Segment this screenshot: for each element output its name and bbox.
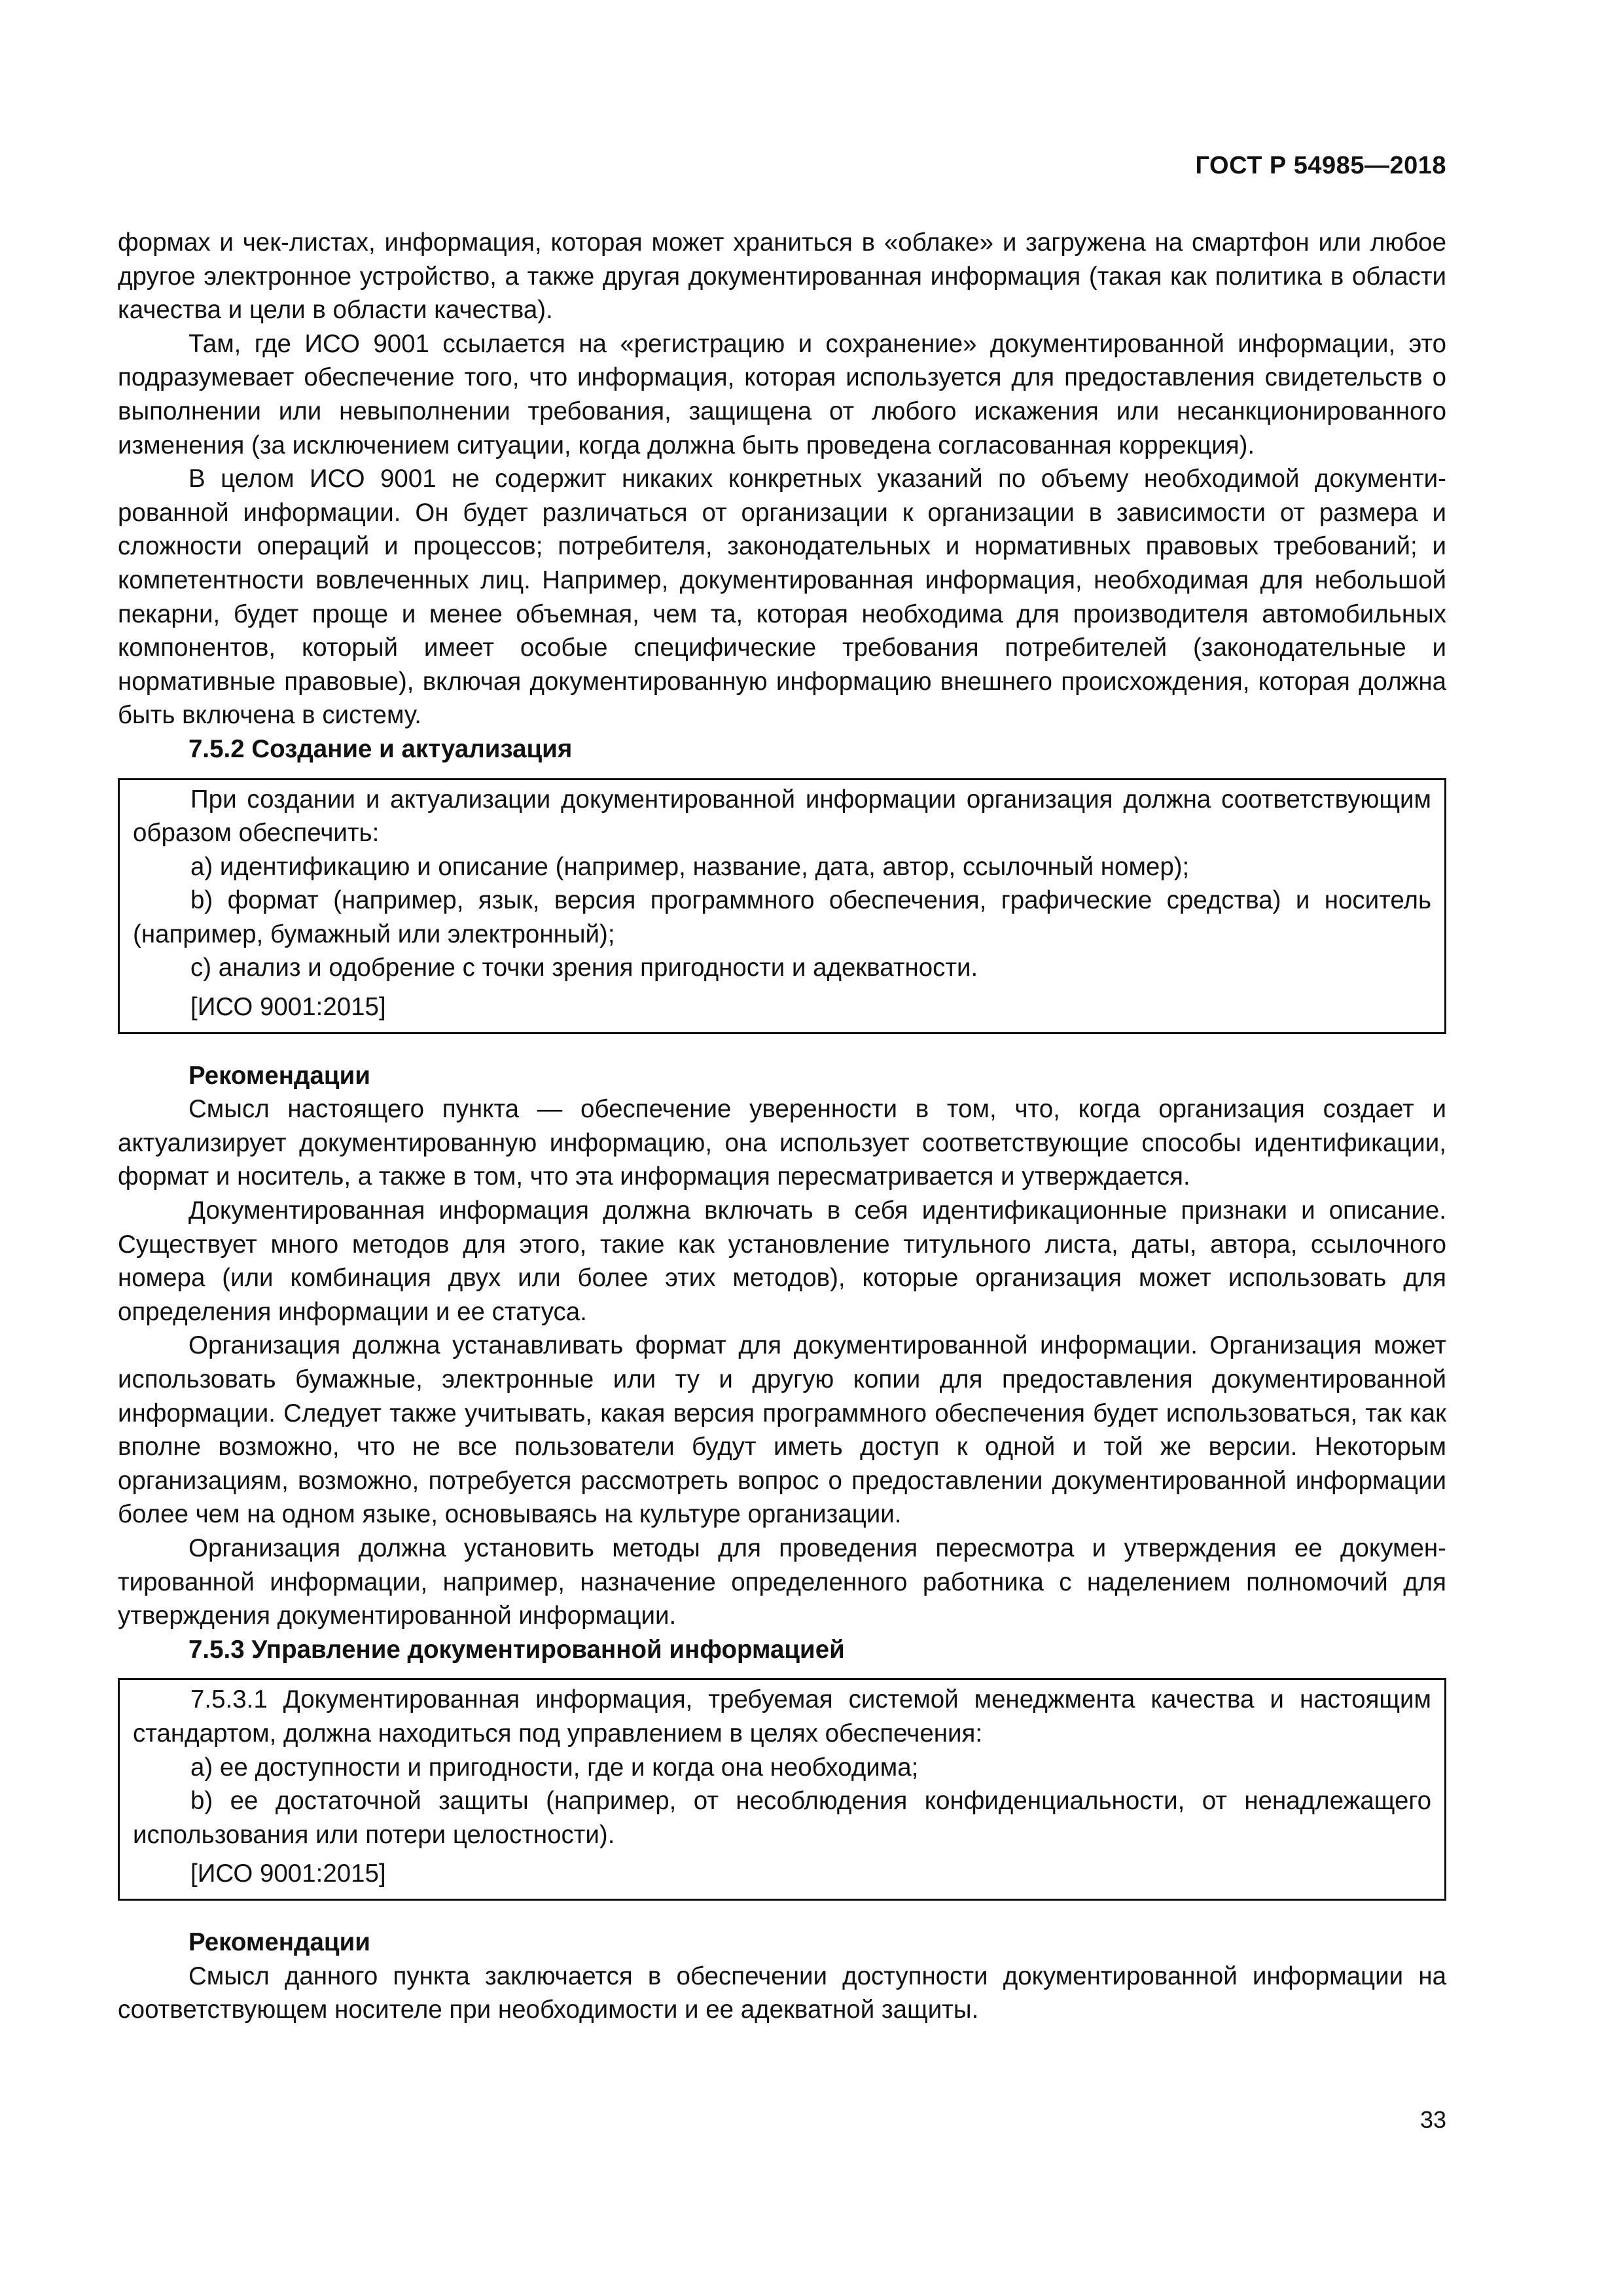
- quote-line: 7.5.3.1 Документированная информация, требуемая системой менеджмента качества и настоящим стандартом, должна находиться под управлением в целях обеспечения:: [133, 1685, 1431, 1748]
- document-body: [118, 226, 1446, 2027]
- standard-quote-box-7-5-3: [118, 1678, 1446, 1901]
- quote-reference: [ИСО 9001:2015]: [190, 1859, 386, 1888]
- paragraph-continuation: формах и чек-листах, информация, которая может храниться в «облаке» и загружена на смартфон или любое другое электронное устройство, а также другая документированная информация (такая как политика в области качества и цели в области качества).: [118, 228, 1446, 325]
- quote-line: c) анализ и одобрение с точки зрения пригодности и адекватности.: [190, 954, 978, 982]
- section-heading-7-5-2: 7.5.2 Создание и актуализация: [188, 734, 573, 763]
- recommendations-heading: Рекомендации: [188, 1061, 370, 1090]
- quote-line: a) идентификацию и описание (например, название, дата, автор, ссылочный номер);: [190, 852, 1190, 881]
- standard-quote-box-7-5-2: [118, 778, 1446, 1034]
- recommendations-heading: Рекомендации: [188, 1928, 370, 1956]
- quote-line: b) формат (например, язык, версия программного обеспечения, графические средства) и носитель (например, бумажный или электронный);: [133, 886, 1431, 948]
- paragraph: Смысл настоящего пункта — обеспечение уверенности в том, что, когда организация создает и актуализирует документированную информацию, она использует соответствующие способы идентификации, формат и носитель, а также в том, что эта информация пересматривается и утверждается.: [118, 1095, 1446, 1191]
- page-number: 33: [1419, 2106, 1446, 2133]
- document-page: [118, 0, 1446, 2296]
- paragraph: Документированная информация должна включать в себя идентификационные признаки и описание. Существует много методов для этого, такие как установление титульного листа, даты, автора, ссылочного номера (или комбинация двух или более этих методов), которые организация может использовать для определения информации и ее статуса.: [118, 1196, 1446, 1326]
- paragraph: Организация должна устанавливать формат для документированной информации. Организация может использовать бумажные, электронные или ту и другую копии для предоставления документированной информации. Следует также учитывать, какая версия программного обеспечения будет использоваться, так как вполне возможно, что не все пользователи будут иметь доступ к одной и той же версии. Некоторым организациям, возможно, потребуется рассмотреть вопрос о предоставлении документированной информации более чем на одном языке, основываясь на культуре организации.: [118, 1331, 1446, 1529]
- quote-line: a) ее доступности и пригодности, где и когда она необходима;: [190, 1753, 919, 1782]
- quote-line: b) ее достаточной защиты (например, от несоблюдения конфиденциальности, от ненадлежащего использования или потери целостности).: [133, 1787, 1431, 1849]
- quote-reference: [ИСО 9001:2015]: [190, 993, 386, 1022]
- quote-line: При создании и актуализации документированной информации организация должна соответствующим образом обеспечить:: [133, 785, 1431, 848]
- standard-id-header: ГОСТ Р 54985—2018: [1195, 152, 1446, 179]
- paragraph: Организация должна установить методы для проведения пересмотра и утверждения ее документированной информации, например, назначение определенного работника с наделением полномочий для утверждения документированной информации.: [118, 1534, 1446, 1630]
- paragraph: Смысл данного пункта заключается в обеспечении доступности документированной информации на соответствующем носителе при необходимости и ее адекватной защиты.: [118, 1962, 1446, 2024]
- paragraph: Там, где ИСО 9001 ссылается на «регистрацию и сохранение» документированной информации, это подразумевает обеспечение того, что информация, которая используется для предоставления свидетельств о выполнении или невыполнении требования, защищена от любого искажения или несанкционированного изменения (за исключением ситуации, когда должна быть проведена согласованная коррекция).: [118, 329, 1446, 459]
- paragraph: В целом ИСО 9001 не содержит никаких конкретных указаний по объему необходимой документированной информации. Он будет различаться от организации к организации в зависимости от размера и сложности операций и процессов; потребителя, законодательных и нормативных правовых требований; и компетентности вовлеченных лиц. Например, документированная информация, необходимая для небольшой пекарни, будет проще и менее объемная, чем та, которая необходима для производителя автомобильных компонентов, который имеет особые специфические требования потребителей (законодательные и нормативные правовые), включая документированную информацию внешнего происхождения, которая должна быть включена в систему.: [118, 465, 1446, 730]
- section-heading-7-5-3: 7.5.3 Управление документированной информацией: [188, 1635, 845, 1664]
